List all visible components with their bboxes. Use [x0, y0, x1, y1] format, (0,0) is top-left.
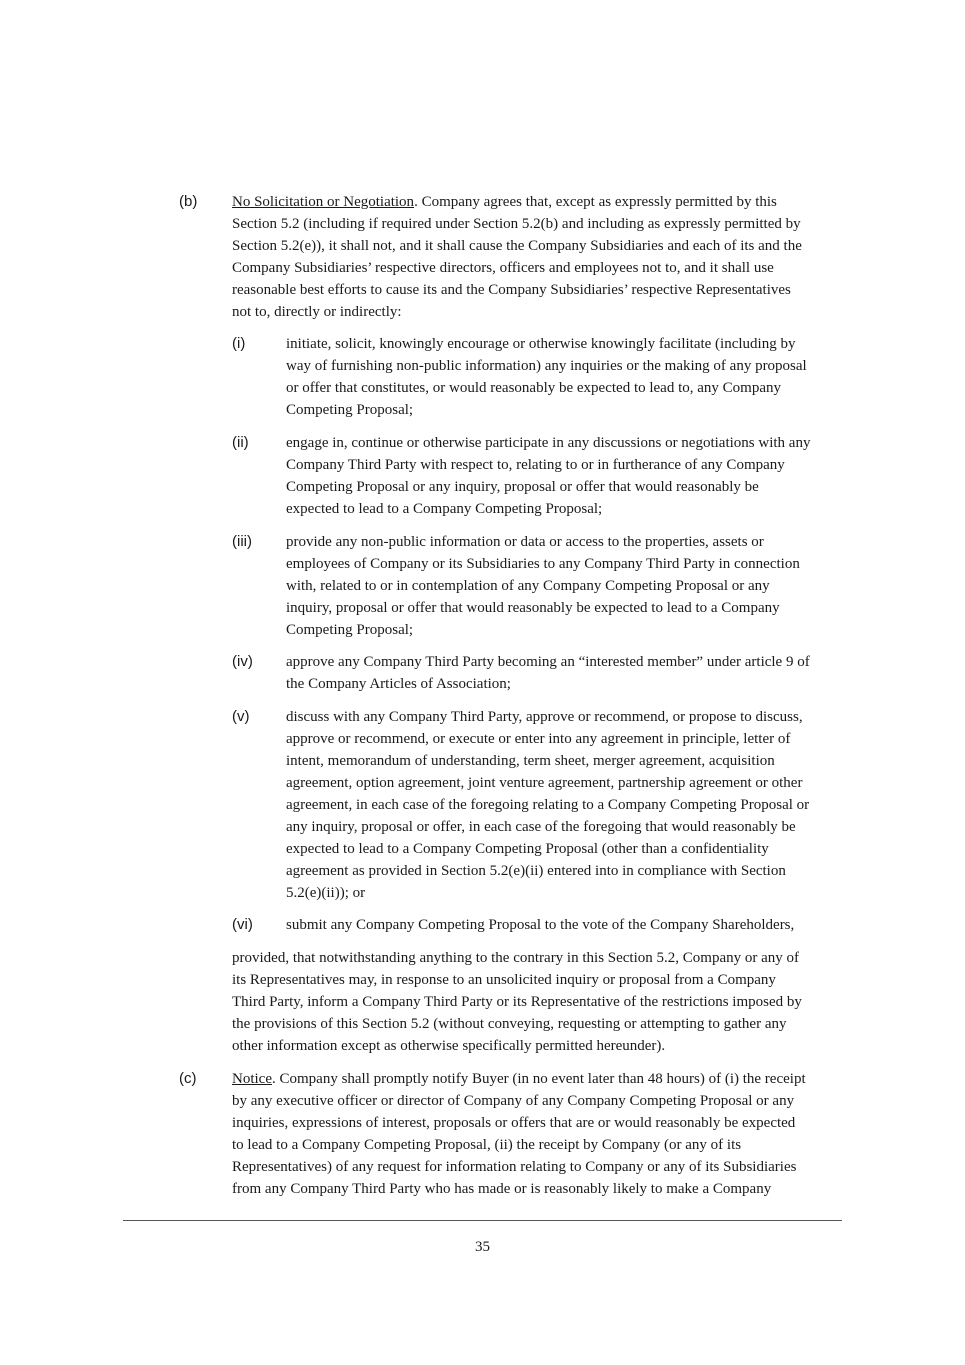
- proviso-line: Third Party, inform a Company Third Party or its Representative of the restrictions imposed by: [232, 994, 802, 1010]
- section-b-line-1: No Solicitation or Negotiation. Company agrees that, except as expressly permitted by this: [232, 194, 777, 210]
- item-iv-line: the Company Articles of Association;: [286, 676, 511, 692]
- item-ii-line: Competing Proposal or any inquiry, proposal or offer that would reasonably be: [286, 479, 759, 495]
- section-b-label: (b): [179, 193, 198, 210]
- item-v-line: discuss with any Company Third Party, approve or recommend, or propose to discuss,: [286, 709, 803, 725]
- section-b-line-3: Section 5.2(e)), it shall not, and it shall cause the Company Subsidiaries and each of its and the: [232, 238, 802, 254]
- item-vi-label: (vi): [232, 916, 253, 933]
- item-ii-label: (ii): [232, 434, 249, 451]
- item-v-line: expected to lead to a Company Competing Proposal (other than a confidentiality: [286, 841, 769, 857]
- item-iii-line: provide any non-public information or data or access to the properties, assets or: [286, 534, 764, 550]
- section-b-heading: No Solicitation or Negotiation: [232, 194, 415, 210]
- section-c-line-1: Notice. Company shall promptly notify Buyer (in no event later than 48 hours) of (i) the receipt: [232, 1071, 806, 1087]
- item-v-line: agreement as provided in Section 5.2(e)(ii) entered into in compliance with Section: [286, 863, 786, 879]
- item-vi-line: submit any Company Competing Proposal to the vote of the Company Shareholders,: [286, 917, 795, 933]
- section-c-heading: Notice: [232, 1071, 272, 1087]
- item-v-line: any inquiry, proposal or offer, in each case of the foregoing that would reasonably be: [286, 819, 796, 835]
- item-i-line: Competing Proposal;: [286, 402, 414, 418]
- item-v-line: agreement, in each case of the foregoing relating to a Company Competing Proposal or: [286, 797, 810, 813]
- item-i-line: initiate, solicit, knowingly encourage or otherwise knowingly facilitate (including by: [286, 336, 796, 352]
- proviso-line: the provisions of this Section 5.2 (without conveying, requesting or attempting to gather any: [232, 1016, 787, 1032]
- item-v-label: (v): [232, 708, 250, 725]
- item-iv-label: (iv): [232, 653, 253, 670]
- item-vi-text: [286, 914, 794, 936]
- item-ii-text: [286, 432, 810, 520]
- section-c-paragraph: [232, 1068, 806, 1200]
- section-b-paragraph: [232, 191, 802, 323]
- item-i-line: or offer that constitutes, or would reasonably be expected to lead to, any Company: [286, 380, 781, 396]
- page-number: 35: [475, 1239, 490, 1255]
- section-c-line-4: to lead to a Company Competing Proposal, (ii) the receipt by Company (or any of its: [232, 1137, 742, 1153]
- item-iii-line: with, related to or in contemplation of any Company Competing Proposal or any: [286, 578, 770, 594]
- item-i-label: (i): [232, 335, 246, 352]
- item-iv-line: approve any Company Third Party becoming an “interested member” under article 9 of: [286, 654, 810, 670]
- section-c-label: (c): [179, 1070, 197, 1087]
- section-c-line-5: Representatives) of any request for information relating to Company or any of its Subsidiaries: [232, 1159, 797, 1175]
- section-c-line-6: from any Company Third Party who has made or is reasonably likely to make a Company: [232, 1181, 772, 1197]
- item-iii-text: [286, 531, 800, 641]
- item-iii-line: Competing Proposal;: [286, 622, 414, 638]
- item-v-text: [286, 706, 809, 904]
- item-i-line: way of furnishing non-public information) any inquiries or the making of any proposal: [286, 358, 807, 374]
- proviso-line: its Representatives may, in response to an unsolicited inquiry or proposal from a Company: [232, 972, 776, 988]
- item-v-line: approve or recommend, or execute or enter into any agreement in principle, letter of: [286, 731, 791, 747]
- section-b-line-6: not to, directly or indirectly:: [232, 304, 402, 320]
- item-iv-text: [286, 651, 810, 695]
- item-ii-line: Company Third Party with respect to, relating to or in furtherance of any Company: [286, 457, 785, 473]
- section-b-line-5: reasonable best efforts to cause its and the Company Subsidiaries’ respective Representatives: [232, 282, 791, 298]
- footer-divider: [123, 1220, 842, 1221]
- item-iii-line: inquiry, proposal or offer that would reasonably be expected to lead to a Company: [286, 600, 780, 616]
- proviso-paragraph: [232, 947, 802, 1057]
- item-i-text: [286, 333, 807, 421]
- item-ii-line: expected to lead to a Company Competing Proposal;: [286, 501, 603, 517]
- section-c-line-2: by any executive officer or director of Company of any Company Competing Proposal or any: [232, 1093, 795, 1109]
- section-b-line-2: Section 5.2 (including if required under Section 5.2(b) and including as expressly permitted by: [232, 216, 801, 232]
- proviso-line: provided, that notwithstanding anything to the contrary in this Section 5.2, Company or any of: [232, 950, 799, 966]
- item-iii-label: (iii): [232, 533, 252, 550]
- proviso-line: other information except as otherwise specifically permitted hereunder).: [232, 1038, 666, 1054]
- section-b-line-4: Company Subsidiaries’ respective directors, officers and employees not to, and it shall use: [232, 260, 774, 276]
- section-c-line-3: inquiries, expressions of interest, proposals or offers that are or would reasonably be expected: [232, 1115, 796, 1131]
- item-v-line: 5.2(e)(ii)); or: [286, 885, 366, 901]
- item-v-line: agreement, option agreement, joint venture agreement, partnership agreement or other: [286, 775, 803, 791]
- item-ii-line: engage in, continue or otherwise participate in any discussions or negotiations with any: [286, 435, 811, 451]
- item-iii-line: employees of Company or its Subsidiaries to any Company Third Party in connection: [286, 556, 800, 572]
- item-v-line: intent, memorandum of understanding, term sheet, merger agreement, acquisition: [286, 753, 775, 769]
